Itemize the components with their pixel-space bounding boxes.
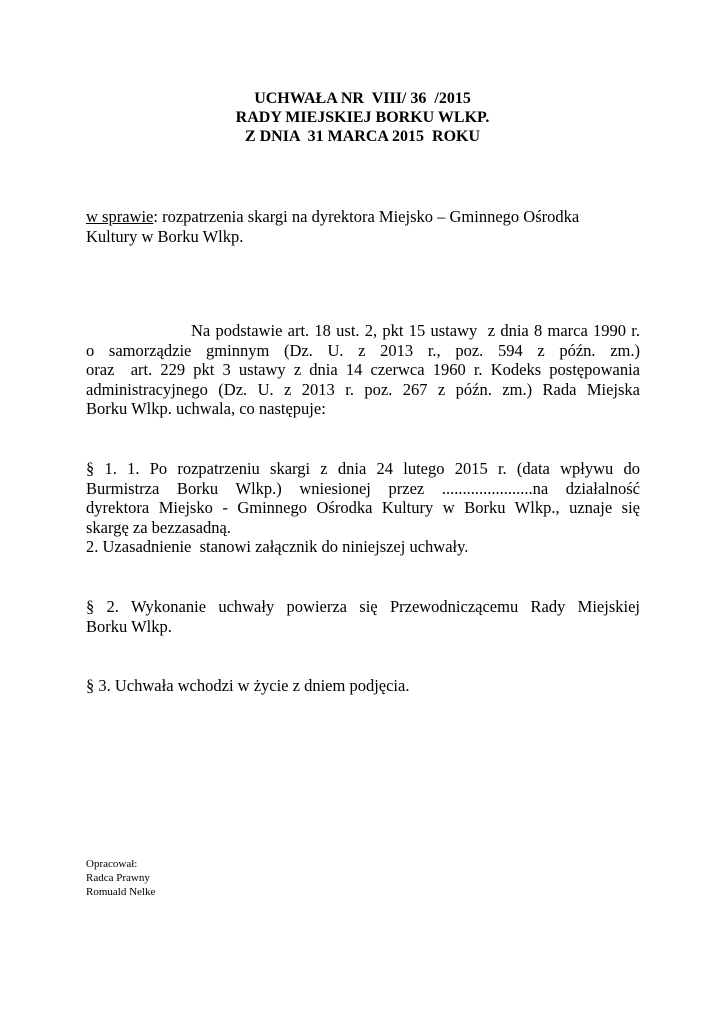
- paragraph-1-line: dyrektora Miejsko - Gminnego Ośrodka Kultury w Borku Wlkp., uznaje się: [86, 498, 640, 517]
- basis-line: administracyjnego (Dz. U. z 2013 r. poz. 267 z późn. zm.) Rada Miejska: [86, 379, 640, 399]
- paragraph-3: [86, 676, 640, 696]
- subject-text: : rozpatrzenia skargi na dyrektora Miejsko – Gminnego Ośrodka: [153, 207, 580, 226]
- paragraph-1: [86, 459, 640, 557]
- paragraph-2: [86, 597, 640, 636]
- author-block: [86, 857, 155, 899]
- paragraph-2-line: Borku Wlkp.: [86, 616, 172, 636]
- resolution-date: Z DNIA 31 MARCA 2015 ROKU: [244, 128, 481, 145]
- author-title: Radca Prawny: [86, 872, 150, 884]
- subject-label: w sprawie: [86, 207, 154, 226]
- paragraph-1-line: § 1. 1. Po rozpatrzeniu skargi z dnia 24 lutego 2015 r. (data wpływu do: [86, 459, 640, 478]
- paragraph-3-text: § 3. Uchwała wchodzi w życie z dniem podjęcia.: [86, 676, 410, 695]
- legal-basis: [86, 321, 640, 419]
- basis-line: Borku Wlkp. uchwala, co następuje:: [86, 399, 326, 418]
- resolution-number: UCHWAŁA NR VIII/ 36 /2015: [254, 90, 471, 107]
- basis-line: Na podstawie art. 18 ust. 2, pkt 15 ustawy z dnia 8 marca 1990 r.: [86, 321, 640, 340]
- paragraph-1-line: Burmistrza Borku Wlkp.) wniesionej przez ......................na działalność: [86, 478, 640, 498]
- author-name: Romuald Nelke: [86, 886, 156, 898]
- subject-line-2: Kultury w Borku Wlkp.: [86, 226, 244, 246]
- resolution-header: [0, 89, 725, 146]
- council-name: RADY MIEJSKIEJ BORKU WLKP.: [235, 109, 490, 126]
- basis-line: oraz art. 229 pkt 3 ustawy z dnia 14 czerwca 1960 r. Kodeks postępowania: [86, 360, 640, 379]
- paragraph-2-line: § 2. Wykonanie uchwały powierza się Przewodniczącemu Rady Miejskiej: [86, 597, 640, 616]
- author-prepared-by: Opracował:: [86, 858, 138, 870]
- subject-section: [86, 207, 640, 246]
- subject-line-1: [86, 207, 640, 227]
- basis-line: o samorządzie gminnym (Dz. U. z 2013 r., poz. 594 z późn. zm.): [86, 340, 640, 360]
- paragraph-1-line: skargę za bezzasadną.: [86, 517, 231, 537]
- paragraph-1-line: 2. Uzasadnienie stanowi załącznik do niniejszej uchwały.: [86, 537, 469, 556]
